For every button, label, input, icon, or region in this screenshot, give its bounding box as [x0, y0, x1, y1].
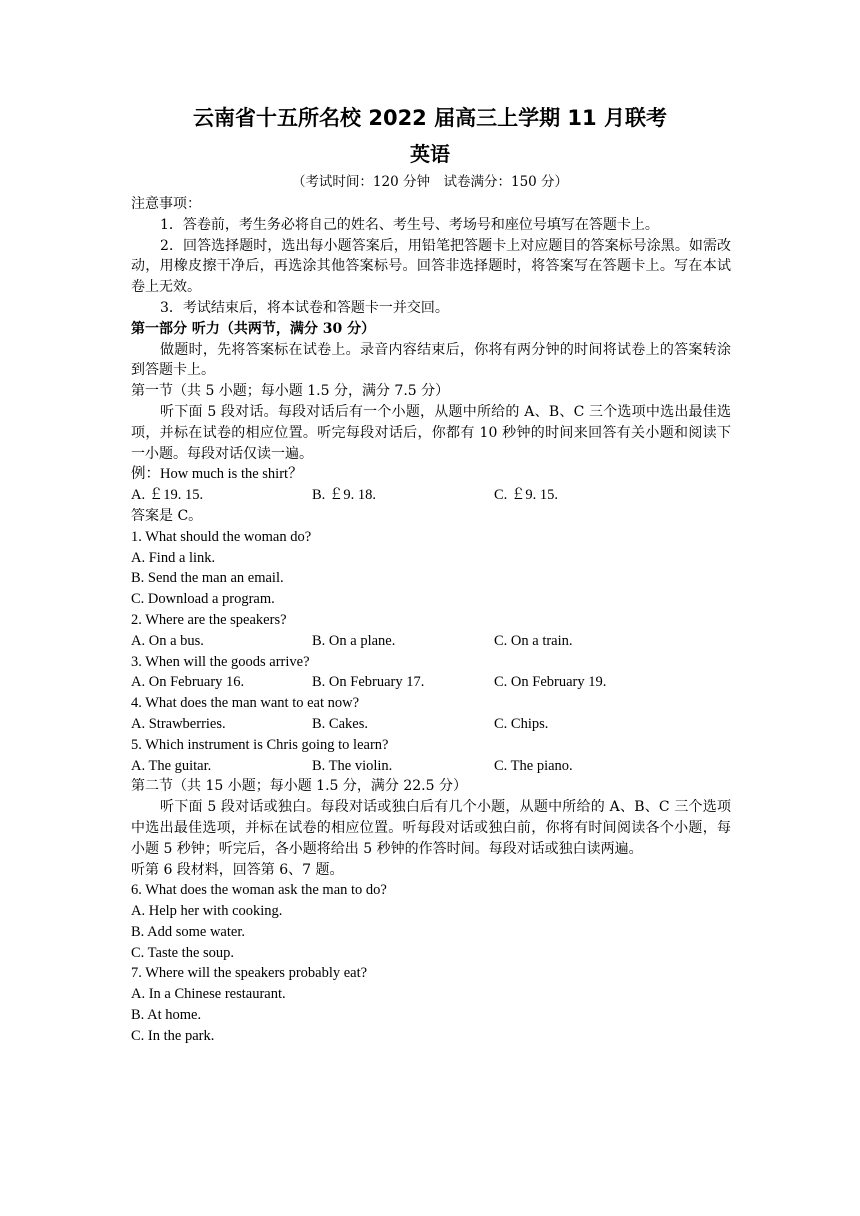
question-2-option-b: B. On a plane. [312, 632, 396, 649]
question-2: 2. Where are the speakers? [131, 611, 287, 628]
example-option-b: B. ￡9. 18. [312, 487, 377, 504]
question-3: 3. When will the goods arrive? [131, 653, 310, 670]
question-5: 5. Which instrument is Chris going to learn? [131, 736, 389, 753]
exam-body [131, 194, 731, 1047]
question-4-option-b: B. Cakes. [312, 715, 368, 732]
question-5-option-a: A. The guitar. [131, 757, 212, 774]
question-4: 4. What does the man want to eat now? [131, 695, 360, 712]
question-3-option-b: B. On February 17. [312, 674, 425, 691]
notice-heading: 注意事项： [131, 196, 201, 212]
question-1-option-c: C. Download a program. [131, 591, 275, 608]
question-1: 1. What should the woman do? [131, 528, 312, 545]
question-6-option-c: C. Taste the soup. [131, 944, 235, 961]
example-answer: 答案是 C。 [131, 507, 203, 524]
question-7-option-a: A. In a Chinese restaurant. [131, 986, 286, 1003]
question-2-options [131, 631, 731, 652]
question-2-option-a: A. On a bus. [131, 632, 204, 649]
material-6-instruction: 听第 6 段材料，回答第 6、7 题。 [131, 861, 344, 878]
part1-intro: 做题时，先将答案标在试卷上。录音内容结束后，你将有两分钟的时间将试卷上的答案转涂到答题卡上。 [131, 341, 731, 379]
notice-item-2: 2．回答选择题时，选出每小题答案后，用铅笔把答题卡上对应题目的答案标号涂黑。如需改动，用橡皮擦干净后，再选涂其他答案标号。回答非选择题时，将答案写在答题卡上。写在本试卷上无效。 [131, 237, 731, 296]
question-7-option-c: C. In the park. [131, 1027, 215, 1044]
question-5-options [131, 756, 731, 777]
question-3-options [131, 672, 731, 693]
notice-item-3: 3．考试结束后，将本试卷和答题卡一并交回。 [160, 299, 449, 316]
example-option-a: A. ￡19. 15. [131, 487, 204, 504]
question-3-option-a: A. On February 16. [131, 674, 245, 691]
example-options [131, 485, 731, 506]
question-7-option-b: B. At home. [131, 1007, 202, 1024]
question-7: 7. Where will the speakers probably eat? [131, 965, 368, 982]
question-5-option-c: C. The piano. [494, 757, 573, 774]
exam-info: （考试时间：120 分钟 试卷满分：150 分） [291, 174, 569, 190]
section1-intro: 听下面 5 段对话。每段对话后有一个小题，从题中所给的 A、B、C 三个选项中选出最佳选项，并标在试卷的相应位置。听完每段对话后，你都有 10 秒钟的时间来回答有关小题和阅读下一小题。每段对话仅读一遍。 [131, 403, 731, 462]
example-question: 例：How much is the shirt？ [131, 466, 303, 483]
question-4-option-c: C. Chips. [494, 715, 549, 732]
example-option-c: C. ￡9. 15. [494, 487, 559, 504]
question-4-options [131, 714, 731, 735]
subject-title: 英语 [410, 142, 450, 166]
question-1-option-a: A. Find a link. [131, 549, 216, 566]
question-2-option-c: C. On a train. [494, 632, 573, 649]
part1-heading: 第一部分 听力（共两节，满分 30 分） [131, 320, 376, 337]
section2-intro: 听下面 5 段对话或独白。每段对话或独白后有几个小题，从题中所给的 A、B、C 三个选项中选出最佳选项，并标在试卷的相应位置。听每段对话或独白前，你将有时间阅读各个小题，每小题 5 秒钟；听完后，各小题将给出 5 秒钟的作答时间。每段对话或独白读两遍。 [131, 799, 731, 857]
question-6-option-b: B. Add some water. [131, 923, 245, 940]
question-6: 6. What does the woman ask the man to do? [131, 882, 387, 899]
section2-heading: 第二节（共 15 小题；每小题 1.5 分，满分 22.5 分） [131, 778, 467, 795]
question-1-option-b: B. Send the man an email. [131, 570, 284, 587]
notice-item-1: 1．答卷前，考生务必将自己的姓名、考生号、考场号和座位号填写在答题卡上。 [160, 216, 659, 233]
section1-heading: 第一节（共 5 小题；每小题 1.5 分，满分 7.5 分） [131, 383, 450, 400]
question-5-option-b: B. The violin. [312, 757, 393, 774]
exam-title: 云南省十五所名校 2022 届高三上学期 11 月联考 [193, 106, 667, 130]
question-3-option-c: C. On February 19. [494, 674, 607, 691]
question-6-option-a: A. Help her with cooking. [131, 903, 283, 920]
question-4-option-a: A. Strawberries. [131, 715, 226, 732]
